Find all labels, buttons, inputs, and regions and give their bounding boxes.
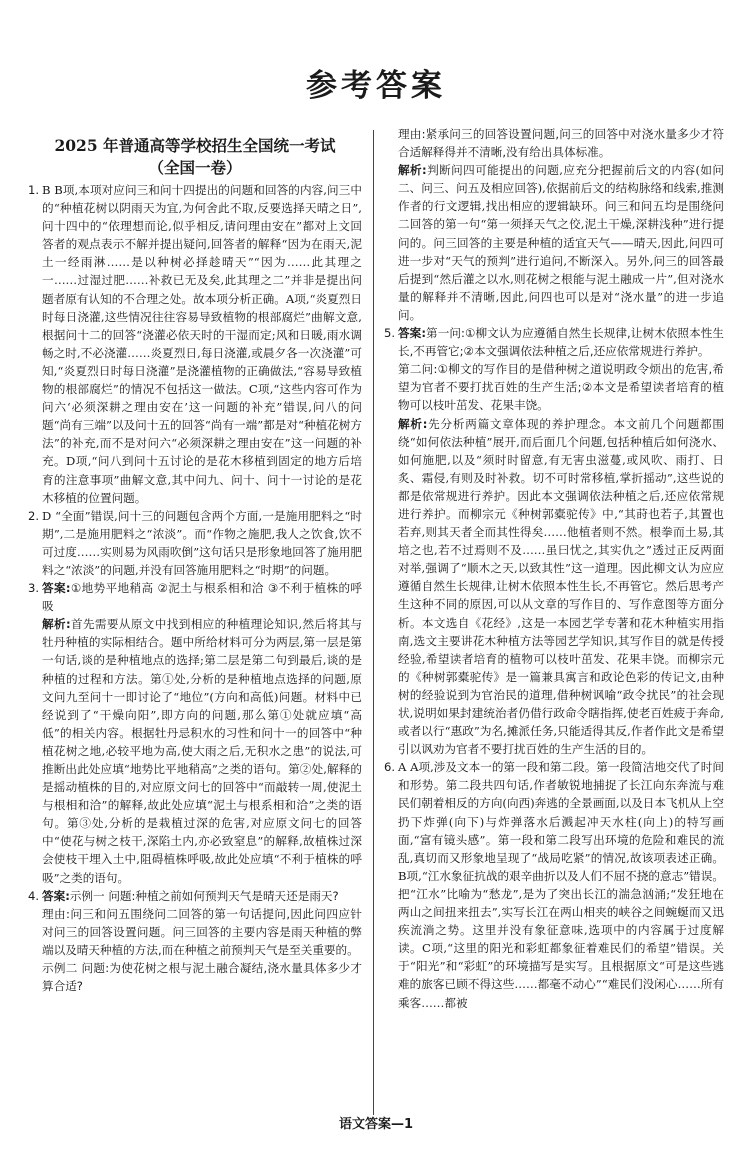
example-1-question: 问题:种植之前如何预判天气是晴天还是雨天? — [108, 888, 339, 903]
answer-part-1: 第一问:①柳文认为应遵循自然生长规律,让树木依照本性生长,不再管它;②本文强调依法种植之后,还应依常规进行养护。 — [398, 326, 724, 359]
column-divider — [373, 130, 374, 1115]
page-title: 参考答案 — [306, 68, 446, 104]
answer-item-2 — [28, 507, 362, 579]
left-column — [28, 135, 362, 995]
answer-item-4 — [28, 887, 362, 996]
answer-item-5 — [384, 324, 724, 758]
example-1-label: 示例一 — [69, 888, 105, 903]
item-text: B B项,本项对应问三和问十四提出的问题和回答的内容,问三中的“种植花树以阴雨天为宜,为何舍此不取,反要选择天晴之日”,问十四中的“依理想而论,似乎相反,请问理由安在”都对上文回答者的观点表示不解并提出疑问,回答者的解释“因为在雨天,泥土一经雨淋……是以种树必择趁晴天”“因为……此其理之一……过湿过肥……补救已无及矣,此其理之二”并非是提出问题者原有认知的不合理之处。故本项分析正确。A项,“炎夏烈日时每日浇灌,这些情况往往容易导致植物的根部腐烂”曲解文意,根据问十二的回答“浇灌必依天时的干湿而定;风和日暖,雨水调畅之时,不必浇灌……炎夏烈日,每日浇灌,或晨夕各一次浇灌”可知,“炎夏烈日时每日浇灌”是浇灌植物的正确做法,“容易导致植物的根部腐烂”的情况不包括这一做法。C项,“这些内容可作为问六‘必须深耕之理由安在’这一问题的补充”错误,问八的问题“尚有三端”以及问十五的回答“尚有一端”都是对“种植花树方法”的补充,而不是对问六“必须深耕之理由安在”这一问题的补充。D项,“问八到问十五讨论的是花木移植到固定的地方后培育的注意事项”曲解文意,其中问九、问十、问十一讨论的是花木移植的位置问题。 — [42, 183, 362, 505]
item-text: A A项,涉及文本一的第一段和第二段。第一段简洁地交代了时间和形势。第二段共四句话,作者敏锐地捕捉了长江向东奔流与难民们朝着相反的方向(向西)奔逃的全景画面,以及日本飞机从上空扔下炸弹(向下)与炸弹落水后溅起冲天水柱(向上)的特写画面,“富有镜头感”。第一段和第二段写出环境的危险和难民的流乱,真切而又形象地呈现了“战局吃紧”的情况,故该项表述正确。B项,“江水象征抗战的艰辛曲折以及人们不屈不挠的意志”错误。把“江水”比喻为“愁龙”,是为了突出长江的湍急汹涌;“发狂地在两山之间扭来扭去”,实写长江在两山相夹的峡谷之间蜿蜒而又迅疾流淌之势。这里并没有象征意味,选项中的内容属于过度解读。C项,“这里的阳光和彩虹都象征着难民们的希望”错误。关于“阳光”和“彩虹”的环境描写是实写。且根据原文“可是这些逃难的旅客已顾不得这些……都毫不动心”“难民们没闲心……所有乘客……都被 — [398, 760, 724, 1010]
analysis-text: 先分析两篇文章体现的养护理念。本文前几个问题都围绕“如何依法种植”展开,而后面几个问题,包括种植后如何浇水、如何施肥,以及“须时时留意,有无害虫滋蔓,或风吹、雨打、日炙、霜侵,有则及时补救。切不可时常移植,掌折摇动”,这些说的都是依常规进行养护。因此本文强调依法种植之后,还应依常规进行养护。而柳宗元《种树郭橐驼传》中,“其莳也若子,其置也若弃,则其天者全而其性得矣……他植者则不然。根拳而土易,其培之也,若不过焉则不及……虽曰忧之,其实仇之”透过正反两面对举,强调了“顺木之天,以致其性”这一道理。因此柳文认为应应遵循自然生长规律,让树木依照本性生长,不再管它。然后思考产生这种不同的原因,可以从文章的写作目的、写作意图等方面分析。本文选自《花经》,这是一本园艺学专著和花木种植实用指南,选文主要讲花木种植方法等园艺学知识,其写作目的就是传授经验,希望读者培育的植物可以枝叶茁发、花果丰饶。而柳宗元的《种树郭橐驼传》是一篇兼具寓言和政论色彩的传记文,由种树的经验说到为官治民的道理,借种树讽喻“政令扰民”的社会现状,说明如果封建统治者仍借行政命令瞎指挥,使老百姓疲于奔命,或者以行“惠政”为名,摊派任务,只能适得其反,作者作此文是希望引以讽劝为官者不要打扰百姓的生产生活的目的。 — [398, 416, 724, 757]
example-1-reason: 理由:问三和问五围绕问二回答的第一句话提问,因此问四应针对问三的回答设置问题。问三回答的主要内容是雨天种植的弊端以及晴天种植的方法,而在种植之前预判天气是至关重要的。 — [42, 906, 362, 957]
item-number: 3. — [28, 581, 40, 596]
example-2-question: 问题:为使花树之根与泥土融合凝结,浇水量具体多少才算合适? — [42, 961, 362, 994]
example-2-reason: 理由:紧承问三的回答设置问题,问三的回答中对浇水量多少才符合适解释得并不清晰,没有给出具体标准。 — [398, 127, 724, 160]
item-number: 2. — [28, 508, 40, 523]
item-text: D “全面”错误,问十三的问题包含两个方面,一是施用肥料之“时期”,二是施用肥料之“浓淡”。而“作物之施肥,我人之饮食,饮不可过度……实则易为风雨吹倒”这句话只是形象地回答了施用肥料之“浓淡”的问题,并没有回答施用肥料之“时期”的问题。 — [42, 508, 362, 577]
analysis-text: 首先需要从原文中找到相应的种植理论知识,然后将其与牡丹种植的实际相结合。题中所给材料可分为两层,第一层是第一句话,谈的是种植地点的选择;第二层是第二句到最后,谈的是种植的过程和方法。第①处,分析的是种植地点选择的问题,原文问九至问十一即讨论了“地位”(方向和高低)问题。材料中已经说到了“干燥向阳”,即方向的问题,那么第①处就应填“高低”的相关内容。根据牡丹忌积水的习性和问十一的回答中“种植花树之地,必较平地为高,使大雨之后,无积水之患”的说法,可推断出此处应填“地势比平地稍高”之类的语句。第②处,解释的是摇动植株的目的,对应原文问七的回答中“而敲转一周,使泥土与根相和洽”的解释,故此处应填“泥土与根系相和洽”之类的语句。第③处,分析的是栽植过深的危害,对应原文问七的回答中“使花与树之枝干,深陷土内,亦必致窒息”的解释,故植株过深会使枝干埋入土中,阻碍植株呼吸,故此处应填“不利于植株的呼吸”之类的语句。 — [42, 617, 363, 885]
analysis-label: 解析: — [42, 617, 71, 632]
answer-part-2: 第二问:①柳文的写作目的是借种树之道说明政令烦出的危害,希望为官者不要打扰百姓的生产生活;②本文是希望读者培育的植物可以枝叶茁发、花果丰饶。 — [398, 362, 724, 413]
item-number: 1. — [28, 183, 40, 197]
analysis-label: 解析: — [398, 163, 427, 178]
item-number: 5. — [384, 326, 396, 341]
answer-item-6 — [384, 758, 724, 1011]
page-footer: 语文答案—1 — [338, 1117, 414, 1132]
answer-label: 答案: — [42, 581, 71, 596]
answer-item-3 — [28, 579, 362, 887]
exam-title — [28, 135, 362, 179]
exam-title-line2: （全国一卷） — [148, 158, 242, 177]
analysis-text: 判断问四可能提出的问题,应充分把握前后文的内容(如问二、问三、问五及相应回答),依据前后文的结构脉络和线索,推测作者的行文逻辑,找出相应的逻辑缺环。问三和问五均是围绕问二回答的第一句“第一须择天气之佼,泥土干燥,深耕浅种”进行提问的。问三回答的主要是种植的适宜天气——晴天,因此,问四可进一步对“天气的预判”进行追问,不断深入。另外,问三的回答最后提到“然后灌之以水,则花树之根能与泥土融成一片”,但对浇水量的解释并不清晰,因此,问四也可以是对“浇水量”的进一步追问。 — [398, 163, 724, 322]
example-2-label: 示例二 — [42, 961, 78, 976]
right-column — [384, 125, 724, 1012]
answer-text: ①地势平地稍高 ②泥土与根系相和洽 ③不利于植株的呼吸 — [42, 581, 363, 614]
item-number: 4. — [28, 888, 40, 903]
item-number: 6. — [384, 760, 396, 775]
analysis-label: 解析: — [398, 416, 428, 431]
answer-label: 答案: — [42, 888, 70, 903]
answer-label: 答案: — [398, 326, 426, 341]
answer-item-1 — [28, 181, 362, 507]
exam-title-line1: 2025 年普通高等学校招生全国统一考试 — [54, 136, 336, 155]
